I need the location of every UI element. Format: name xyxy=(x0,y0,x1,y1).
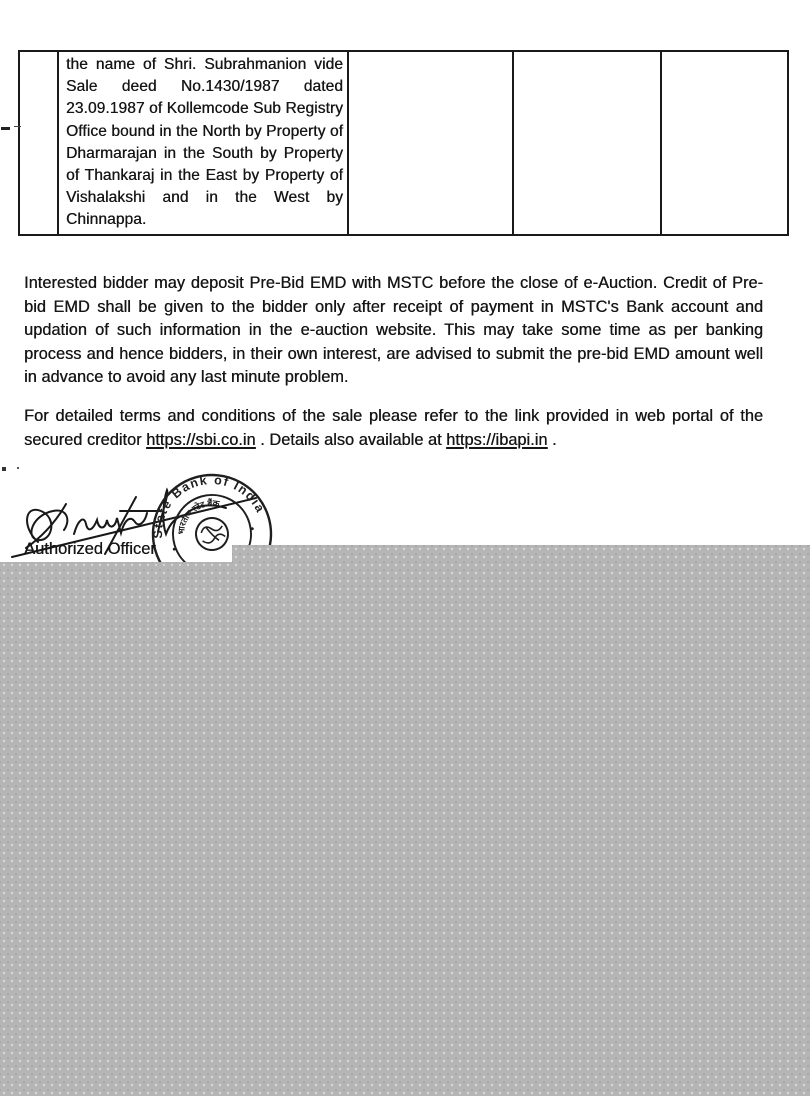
table-cell-empty-1 xyxy=(348,51,513,235)
table-cell-empty-3 xyxy=(661,51,788,235)
terms-text-part3: . xyxy=(547,430,557,449)
svg-text:• xyxy=(247,524,260,533)
table-row xyxy=(19,51,788,235)
ibapi-link[interactable]: https://ibapi.in xyxy=(446,430,548,449)
stamp-dot-left: • xyxy=(167,545,180,554)
stamp-outer-text: State Bank of India xyxy=(150,472,268,539)
scan-artifact xyxy=(2,467,6,471)
table-cell-serial xyxy=(19,51,58,235)
terms-paragraph xyxy=(24,405,763,452)
sbi-link[interactable]: https://sbi.co.in xyxy=(146,430,256,449)
property-table xyxy=(18,50,789,236)
emd-notice-paragraph: Interested bidder may deposit Pre-Bid EMD with MSTC before the close of e-Auction. Credit of Pre-bid EMD shall be given to the bidder only after receipt of payment in MSTC's Bank account and updation of such information in the e-auction website. This may take some time as per banking process and hence bidders, in their own interest, are advised to submit the pre-bid EMD amount well in advance to avoid any last minute problem. xyxy=(24,274,763,386)
table-cell-property-description xyxy=(58,51,348,235)
stamp-inner-text: भारतीय स्टेट बैंक xyxy=(175,497,221,536)
terms-text-part1: For detailed terms and conditions of the sale please refer to the link provided in web portal of the secured creditor xyxy=(24,407,763,449)
property-description-text: the name of Shri. Subrahmanion vide Sale deed No.1430/1987 dated 23.09.1987 of Kollemcode Sub Registry Office bound in the North by Property of Dharmarajan in the South by Property of Thankaraj in the East by Property of Vishalakshi and in the West by Chinnappa. xyxy=(66,56,343,229)
terms-text-part2: . Details also available at xyxy=(255,430,447,449)
gray-redaction-block xyxy=(0,545,810,1096)
stamp-dot-right: • xyxy=(247,526,259,532)
scan-artifact xyxy=(1,127,10,130)
authorized-officer-label: Authorized Officer xyxy=(24,540,156,558)
table-cell-empty-2 xyxy=(513,51,661,235)
